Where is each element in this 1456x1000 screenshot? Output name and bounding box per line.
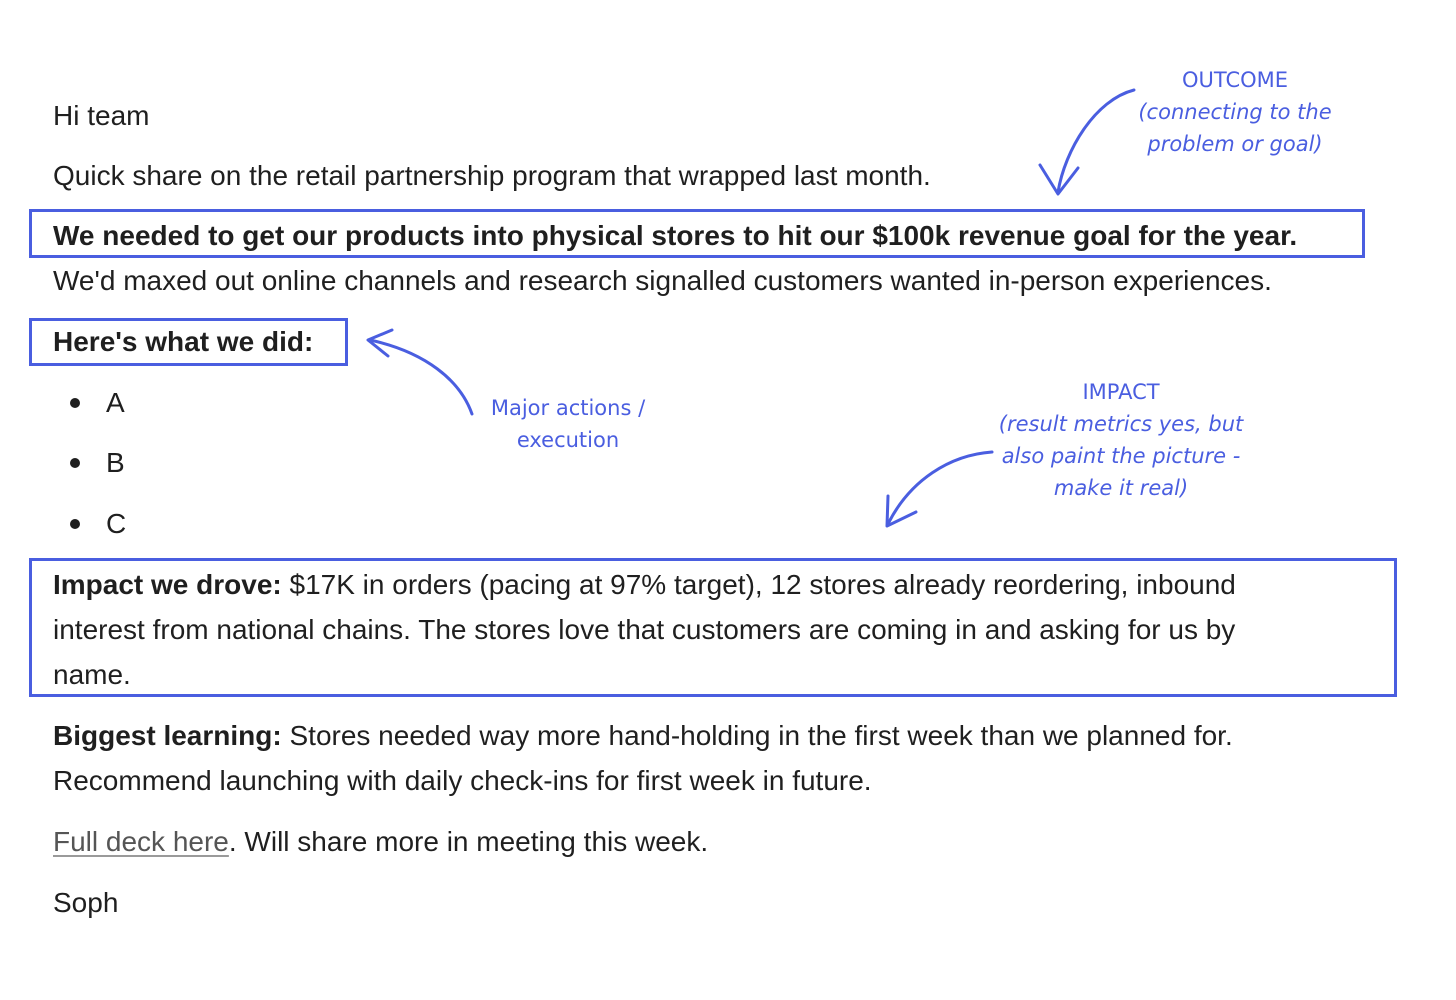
action-item: B (106, 447, 125, 478)
intro-text: Quick share on the retail partnership program that wrapped last month. (53, 160, 931, 191)
actions-annotation-line: execution (516, 428, 620, 452)
context-text: We'd maxed out online channels and research signalled customers wanted in-person experiences. (53, 265, 1272, 296)
learning-line: Recommend launching with daily check-ins for first week in future. (53, 765, 872, 796)
impact-line: interest from national chains. The stores love that customers are coming in and asking for us by (53, 614, 1236, 645)
impact-line: name. (53, 659, 131, 690)
outcome-annotation-line: problem or goal) (1147, 132, 1323, 156)
impact-annotation-line: make it real) (1053, 476, 1189, 500)
impact-annotation-line: also paint the picture - (1001, 444, 1241, 468)
action-item: A (106, 387, 125, 418)
action-item: C (106, 508, 127, 539)
impact-annotation-line: (result metrics yes, but (998, 412, 1244, 436)
full-deck-link[interactable]: Full deck here (53, 826, 229, 857)
actions-heading: Here's what we did: (53, 326, 314, 357)
impact-line: Impact we drove: $17K in orders (pacing at 97% target), 12 stores already reordering, inbound (53, 569, 1236, 600)
outcome-annotation-line: (connecting to the (1138, 100, 1332, 124)
learning-line: Biggest learning: Stores needed way more hand-holding in the first week than we planned for. (53, 720, 1233, 751)
greeting: Hi team (53, 100, 150, 131)
actions-arrow-icon (368, 330, 472, 414)
outcome-annotation-title: OUTCOME (1181, 68, 1289, 92)
deck-line: Full deck here. Will share more in meeting this week. (53, 826, 709, 857)
signoff: Soph (53, 887, 119, 918)
impact-arrow-icon (887, 452, 992, 526)
actions-annotation-line: Major actions / (490, 396, 646, 420)
outcome-sentence: We needed to get our products into physical stores to hit our $100k revenue goal for the year. (53, 220, 1298, 251)
impact-annotation-title: IMPACT (1082, 380, 1160, 404)
outcome-arrow-icon (1040, 90, 1134, 194)
